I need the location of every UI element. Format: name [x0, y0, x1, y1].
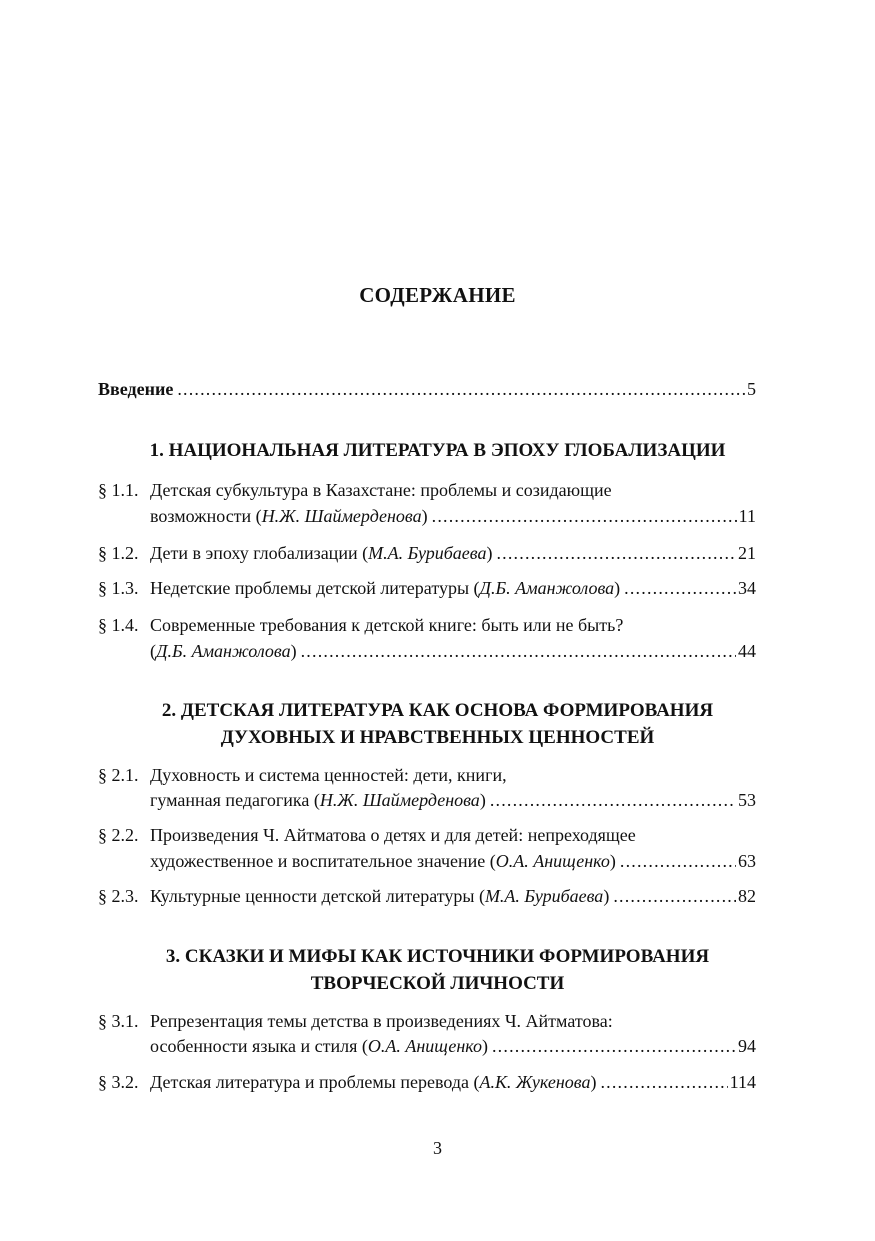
toc-page-number: 114	[729, 1072, 756, 1092]
toc-page-number: 44	[738, 641, 756, 661]
toc-paren: )	[590, 1072, 597, 1092]
toc-author: М.А. Бурибаева	[484, 886, 604, 906]
toc-entry-text: гуманная педагогика (	[150, 790, 320, 810]
toc-paren: )	[609, 851, 616, 871]
toc-author: Н.Ж. Шаймерденова	[261, 506, 422, 526]
section-heading-line: ДУХОВНЫХ И НРАВСТВЕННЫХ ЦЕННОСТЕЙ	[220, 727, 655, 748]
section-heading-line: 1. НАЦИОНАЛЬНАЯ ЛИТЕРАТУРА В ЭПОХУ ГЛОБАЛИЗАЦИИ	[149, 440, 726, 461]
toc-entry-text: Дети в эпоху глобализации (	[150, 543, 369, 563]
toc-entry-line	[150, 505, 756, 527]
toc-entry-number: § 1.2.	[98, 543, 139, 563]
toc-page-number: 63	[738, 851, 756, 871]
toc-page-number: 5	[747, 379, 756, 399]
toc-paren: )	[479, 790, 486, 810]
toc-entry-number: § 2.2.	[98, 825, 139, 845]
section-heading-line: ТВОРЧЕСКОЙ ЛИЧНОСТИ	[310, 973, 565, 994]
toc-paren: )	[486, 543, 493, 563]
toc-entry-3-2[interactable]	[98, 1071, 139, 1093]
toc-author: Д.Б. Аманжолова	[156, 641, 291, 661]
toc-entry-text: особенности языка и стиля (	[150, 1036, 368, 1056]
toc-entry-line	[150, 1035, 756, 1057]
toc-paren: )	[603, 886, 610, 906]
toc-entry-line	[150, 789, 756, 811]
toc-paren: )	[421, 506, 428, 526]
page-title: СОДЕРЖАНИЕ	[359, 283, 516, 307]
section-heading-line: 3. СКАЗКИ И МИФЫ КАК ИСТОЧНИКИ ФОРМИРОВАНИЯ	[165, 946, 710, 967]
toc-paren: )	[614, 578, 621, 598]
toc-entry-text: Культурные ценности детской литературы (	[150, 886, 485, 906]
toc-page-number: 94	[738, 1036, 756, 1056]
toc-entry-number: § 1.4.	[98, 615, 139, 635]
toc-page-number: 11	[738, 506, 756, 526]
toc-entry-text: (	[150, 641, 156, 661]
toc-entry-line	[150, 1071, 756, 1093]
toc-entry-line	[150, 850, 756, 872]
toc-entry-line	[150, 640, 756, 662]
toc-page-number: 21	[738, 543, 756, 563]
toc-entry-line: Произведения Ч. Айтматова о детях и для детей: непреходящее	[150, 825, 636, 845]
dot-leader	[600, 1071, 727, 1093]
toc-entry-line	[150, 577, 756, 599]
section-heading-line: 2. ДЕТСКАЯ ЛИТЕРАТУРА КАК ОСНОВА ФОРМИРОВАНИЯ	[161, 700, 714, 721]
toc-author: О.А. Анищенко	[495, 851, 610, 871]
toc-paren: )	[481, 1036, 488, 1056]
dot-leader	[301, 640, 736, 662]
toc-entry-text: художественное и воспитательное значение (	[150, 851, 496, 871]
toc-entry-number: § 3.2.	[98, 1072, 139, 1092]
dot-leader	[496, 542, 736, 564]
section-heading-1	[0, 437, 875, 464]
toc-paren: )	[290, 641, 297, 661]
toc-page-number: 34	[738, 578, 756, 598]
toc-entry-1-4[interactable]	[98, 614, 139, 636]
toc-entry-number: § 1.3.	[98, 578, 139, 598]
toc-entry-line: Современные требования к детской книге: быть или не быть?	[150, 615, 624, 635]
toc-entry-text: Недетские проблемы детской литературы (	[150, 578, 480, 598]
toc-author: А.К. Жукенова	[479, 1072, 591, 1092]
dot-leader	[432, 505, 737, 527]
toc-entry-1-2[interactable]	[98, 542, 139, 564]
toc-author: Н.Ж. Шаймерденова	[319, 790, 480, 810]
toc-entry-number: § 2.1.	[98, 765, 139, 785]
toc-entry-text: возможности (	[150, 506, 262, 526]
toc-entry-line: Детская субкультура в Казахстане: проблемы и созидающие	[150, 480, 612, 500]
dot-leader	[613, 885, 736, 907]
toc-page-number: 82	[738, 886, 756, 906]
toc-author: О.А. Анищенко	[367, 1036, 482, 1056]
section-heading-2	[0, 697, 875, 751]
toc-entry-2-2[interactable]	[98, 824, 139, 846]
dot-leader	[492, 1035, 736, 1057]
toc-entry-line	[150, 885, 756, 907]
toc-author: М.А. Бурибаева	[368, 543, 487, 563]
toc-entry-line	[150, 542, 756, 564]
dot-leader	[624, 577, 736, 599]
dot-leader	[177, 378, 745, 400]
page-number: 3	[433, 1138, 442, 1158]
toc-entry-label: Введение	[98, 379, 174, 399]
toc-entry-3-1[interactable]	[98, 1010, 139, 1032]
toc-entry-text: Детская литература и проблемы перевода (	[150, 1072, 480, 1092]
dot-leader	[490, 789, 736, 811]
dot-leader	[620, 850, 736, 872]
toc-entry-1-1[interactable]	[98, 479, 139, 501]
toc-entry-number: § 1.1.	[98, 480, 139, 500]
toc-entry-line: Репрезентация темы детства в произведениях Ч. Айтматова:	[150, 1011, 613, 1031]
toc-entry-line: Духовность и система ценностей: дети, книги,	[150, 765, 507, 785]
toc-entry-2-3[interactable]	[98, 885, 139, 907]
toc-entry-number: § 2.3.	[98, 886, 139, 906]
toc-entry-1-3[interactable]	[98, 577, 139, 599]
toc-entry-intro[interactable]	[98, 378, 756, 400]
section-heading-3	[0, 943, 875, 997]
toc-entry-number: § 3.1.	[98, 1011, 139, 1031]
toc-author: Д.Б. Аманжолова	[479, 578, 615, 598]
toc-page-number: 53	[738, 790, 756, 810]
toc-entry-2-1[interactable]	[98, 764, 139, 786]
